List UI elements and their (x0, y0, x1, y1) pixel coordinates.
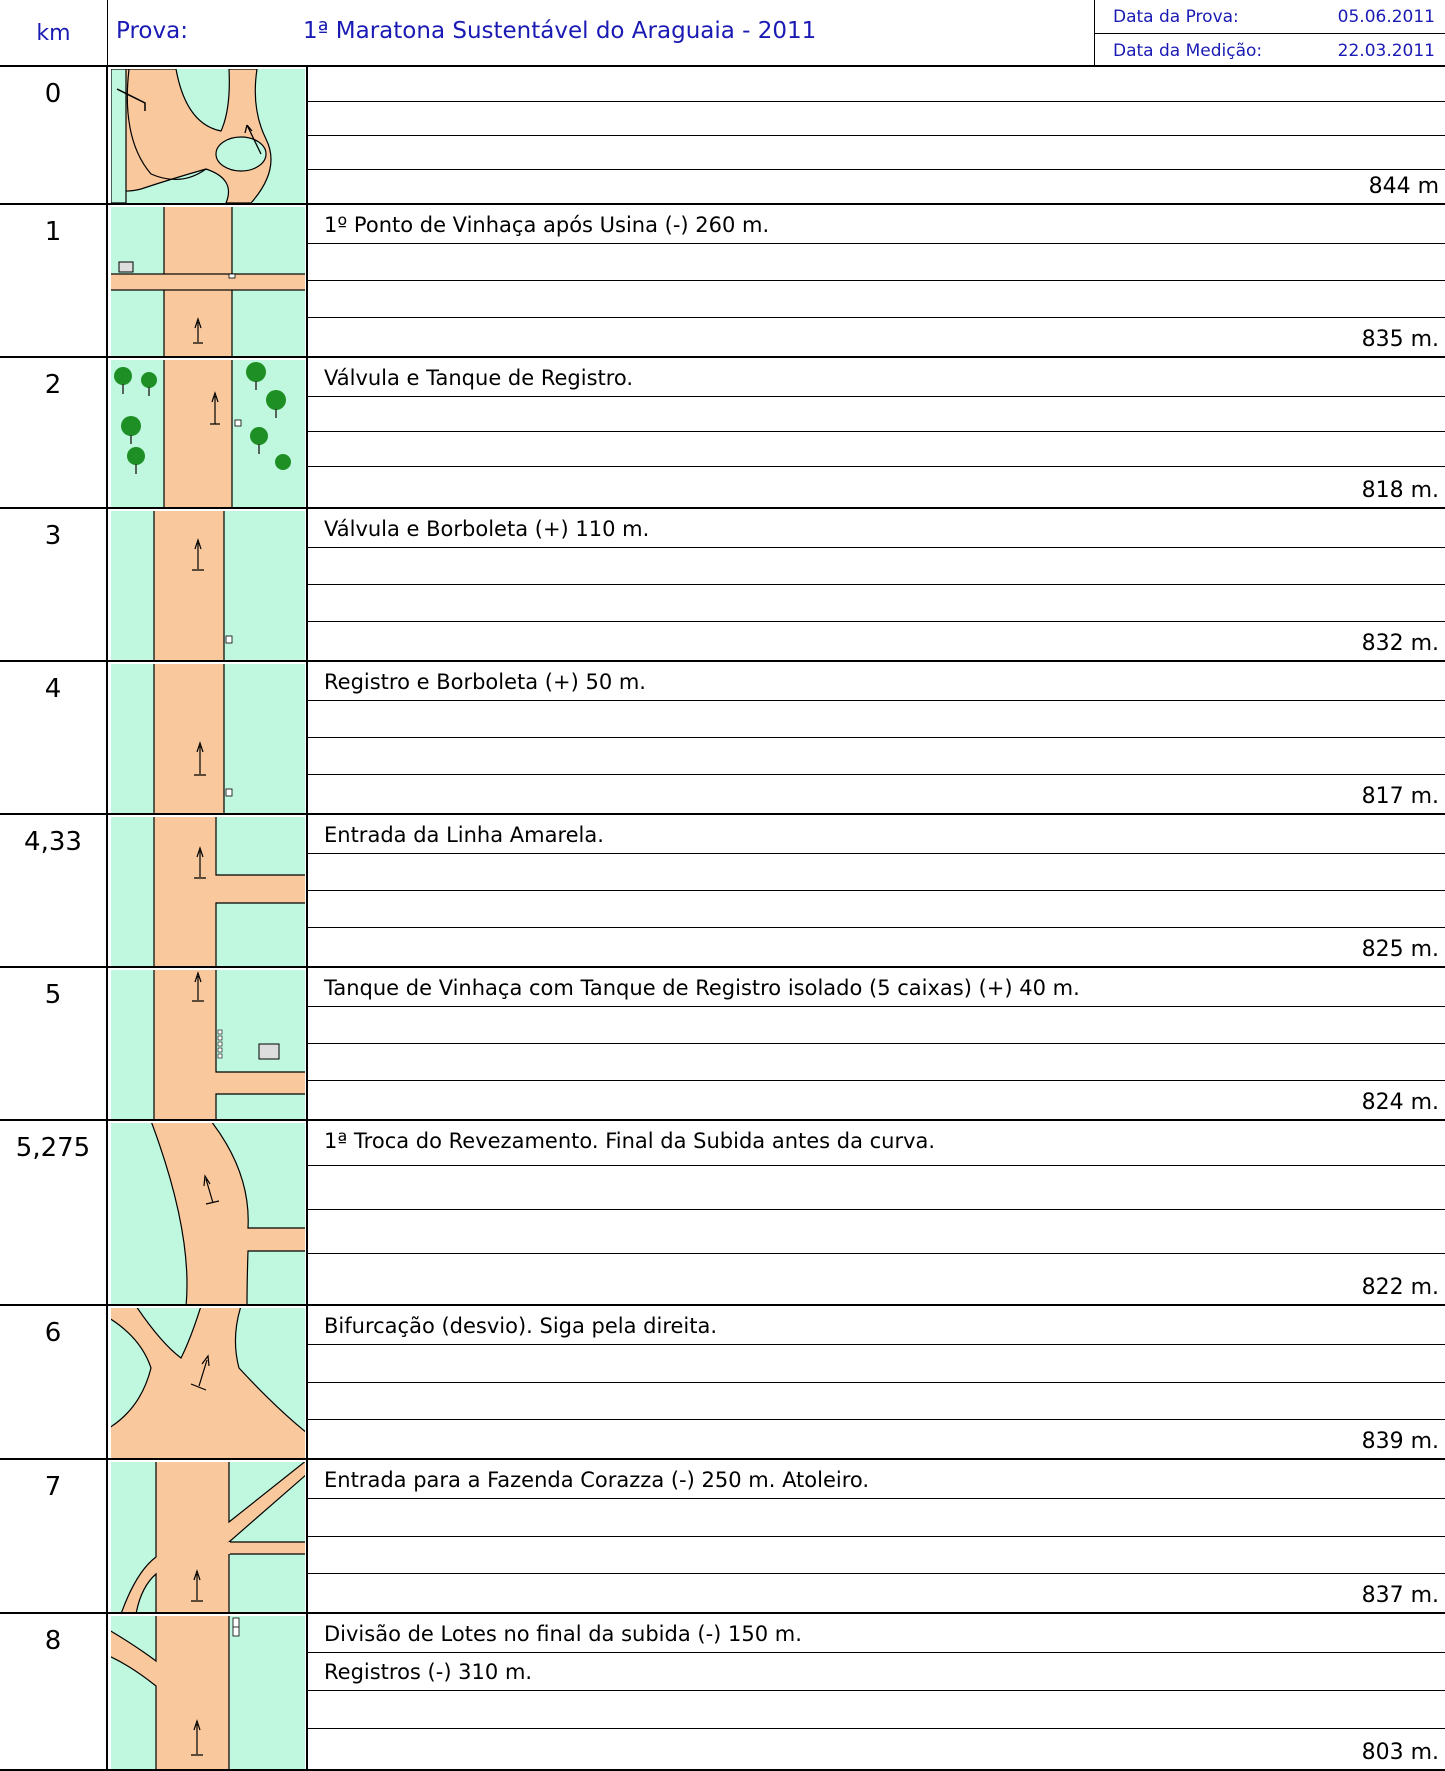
description-text: Registros (-) 310 m. (324, 1660, 533, 1684)
description-cell (306, 67, 1445, 203)
description-cell (306, 1614, 1445, 1769)
route-map-farm-entrance (111, 1462, 305, 1612)
route-map-t-junction (111, 817, 305, 966)
km-marker: 7 (0, 1460, 108, 1612)
race-date-value: 05.06.2011 (1337, 7, 1435, 27)
route-map-lots (111, 1616, 305, 1769)
altitude: 818 m. (1361, 478, 1439, 503)
description-text: Entrada para a Fazenda Corazza (-) 250 m. Atoleiro. (324, 1468, 870, 1492)
km-marker: 3 (0, 509, 108, 660)
altitude: 832 m. (1361, 631, 1439, 656)
route-map-trees (111, 360, 305, 507)
description-text: Válvula e Tanque de Registro. (324, 366, 634, 390)
km-marker: 1 (0, 205, 108, 356)
description-text: Bifurcação (desvio). Siga pela direita. (324, 1314, 718, 1338)
description-cell (306, 1121, 1445, 1304)
km-marker: 0 (0, 67, 108, 203)
route-row (0, 1460, 1445, 1614)
dates-cell (1095, 0, 1445, 67)
km-marker: 2 (0, 358, 108, 507)
route-row (0, 662, 1445, 815)
race-title: 1ª Maratona Sustentável do Araguaia - 2011 (303, 18, 817, 44)
description-cell (306, 1460, 1445, 1612)
altitude: 835 m. (1361, 327, 1439, 352)
route-row (0, 205, 1445, 358)
km-marker: 4 (0, 662, 108, 813)
measure-date-row (1095, 34, 1445, 67)
measure-date-value: 22.03.2011 (1337, 41, 1435, 61)
route-row (0, 67, 1445, 205)
route-map-straight (111, 664, 305, 813)
km-marker: 6 (0, 1306, 108, 1458)
description-text: Registro e Borboleta (+) 50 m. (324, 670, 646, 694)
altitude: 824 m. (1361, 1090, 1439, 1115)
measure-date-label: Data da Medição: (1113, 41, 1263, 61)
route-map-roundabout (111, 69, 305, 203)
description-text: 1ª Troca do Revezamento. Final da Subida antes da curva. (324, 1129, 936, 1153)
route-row (0, 1614, 1445, 1771)
prova-label: Prova: (116, 18, 188, 44)
route-row (0, 509, 1445, 662)
description-cell (306, 358, 1445, 507)
race-date-label: Data da Prova: (1113, 7, 1239, 27)
route-row (0, 968, 1445, 1121)
description-text: Tanque de Vinhaça com Tanque de Registro isolado (5 caixas) (+) 40 m. (324, 976, 1080, 1000)
altitude: 839 m. (1361, 1429, 1439, 1454)
altitude: 822 m. (1361, 1275, 1439, 1300)
km-marker: 5,275 (0, 1121, 108, 1304)
route-row (0, 1121, 1445, 1306)
description-cell (306, 509, 1445, 660)
description-text: 1º Ponto de Vinhaça após Usina (-) 260 m. (324, 213, 770, 237)
race-date-row (1095, 0, 1445, 34)
route-map-fork (111, 1308, 305, 1458)
route-map-tank (111, 970, 305, 1119)
header (0, 0, 1445, 67)
altitude: 803 m. (1361, 1740, 1439, 1765)
description-cell (306, 1306, 1445, 1458)
altitude: 817 m. (1361, 784, 1439, 809)
km-column-header: km (0, 0, 108, 67)
route-row (0, 815, 1445, 968)
altitude: 825 m. (1361, 937, 1439, 962)
route-row (0, 358, 1445, 509)
altitude: 844 m (1368, 174, 1439, 199)
route-map-crossroad (111, 207, 305, 356)
description-text: Divisão de Lotes no final da subida (-) 150 m. (324, 1622, 802, 1646)
description-cell (306, 968, 1445, 1119)
route-map-straight (111, 511, 305, 660)
description-cell (306, 815, 1445, 966)
description-cell (306, 205, 1445, 356)
race-name-cell (108, 0, 1095, 67)
route-row (0, 1306, 1445, 1460)
altitude: 837 m. (1361, 1583, 1439, 1608)
km-marker: 5 (0, 968, 108, 1119)
route-map-curve (111, 1123, 305, 1304)
description-text: Entrada da Linha Amarela. (324, 823, 604, 847)
description-cell (306, 662, 1445, 813)
description-text: Válvula e Borboleta (+) 110 m. (324, 517, 650, 541)
km-marker: 4,33 (0, 815, 108, 966)
km-marker: 8 (0, 1614, 108, 1769)
